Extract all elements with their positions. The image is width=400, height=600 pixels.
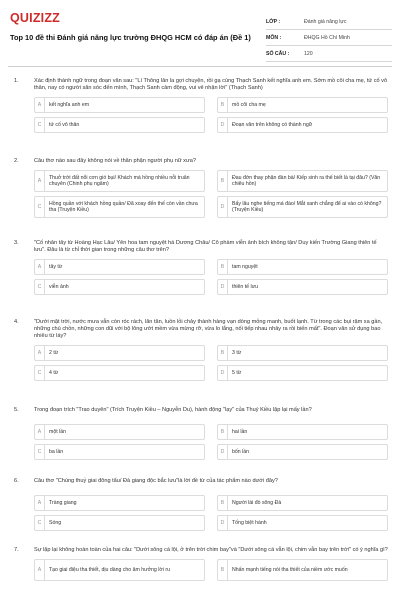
option-letter: B xyxy=(218,560,228,580)
option-text: thiên tế lưu xyxy=(232,283,258,290)
option-letter: A xyxy=(35,425,45,439)
option-d[interactable] xyxy=(217,196,388,218)
option-letter: B xyxy=(218,425,228,439)
option-d[interactable] xyxy=(217,515,388,531)
option-text: viễn ảnh xyxy=(49,283,69,290)
option-letter: A xyxy=(35,260,45,274)
option-c[interactable] xyxy=(34,196,205,218)
option-grid xyxy=(34,495,388,531)
question-1 xyxy=(0,78,400,133)
option-b[interactable] xyxy=(217,345,388,361)
option-letter: D xyxy=(218,280,228,294)
option-letter: C xyxy=(35,118,45,132)
option-letter: D xyxy=(218,516,228,530)
document-title: Top 10 đề thi Đánh giá năng lực trường ĐHQG HCM có đáp án (Đề 1) xyxy=(10,33,251,42)
option-text: 5 từ xyxy=(232,369,242,376)
option-b[interactable] xyxy=(217,559,388,581)
question-3 xyxy=(0,240,400,295)
option-text: 3 từ xyxy=(232,349,242,356)
option-letter: A xyxy=(35,98,45,112)
option-b[interactable] xyxy=(217,170,388,192)
option-text: Đau đớn thay phận đàn bà/ Kiếp sinh ra thế biết là tại đâu? (Văn chiêu hồn) xyxy=(232,174,381,187)
option-text: kết nghĩa anh em xyxy=(49,101,90,108)
option-c[interactable] xyxy=(34,279,205,295)
option-grid xyxy=(34,170,388,218)
meta-label: MÔN : xyxy=(266,34,282,41)
question-2 xyxy=(0,158,400,218)
meta-value: Đánh giá năng lực xyxy=(304,18,347,25)
option-text: Tống biệt hành xyxy=(232,519,267,526)
option-text: bốn lần xyxy=(232,448,250,455)
question-text: Trong đoạn trích "Trao duyên" (Trích Truyện Kiều – Nguyễn Du), hành động "lạy" của Thuý Kiều lặp lại mấy lần? xyxy=(34,407,312,413)
option-text: 2 từ xyxy=(49,349,59,356)
option-letter: D xyxy=(218,118,228,132)
option-letter: B xyxy=(218,171,228,191)
option-letter: A xyxy=(35,496,45,510)
meta-value: ĐHQG Hồ Chí Minh xyxy=(304,34,350,41)
option-b[interactable] xyxy=(217,97,388,113)
question-text: Xác định thành ngữ trong đoạn văn sau: "Lí Thông lân la gợi chuyện, rồi gạ cùng Thạch Sanh kết nghĩa anh em. Sớm mồ côi cha mẹ, tứ cố vô thân, nay có người săn sóc đến mình, Thạch Sanh cảm động, vui vẻ nhận lời" (Thạch Sanh) xyxy=(34,78,388,91)
option-c[interactable] xyxy=(34,444,205,460)
option-letter: D xyxy=(218,445,228,459)
meta-label: SỐ CÂU : xyxy=(266,50,290,57)
option-d[interactable] xyxy=(217,444,388,460)
option-letter: C xyxy=(35,197,45,217)
meta-value: 120 xyxy=(304,50,313,57)
option-letter: A xyxy=(35,171,45,191)
question-text: Sự lặp lại không hoàn toàn của hai câu: "Dưới sông cá lội, ở trên trời chim bay"và "Dưới sông cá vẫn lội, chim vẫn bay trên trời" có ý nghĩa gì? xyxy=(34,547,388,553)
option-text: Đoạn văn trên không có thành ngữ xyxy=(232,121,313,128)
option-a[interactable] xyxy=(34,495,205,511)
header-divider xyxy=(8,66,392,67)
option-a[interactable] xyxy=(34,559,205,581)
question-number: 6. xyxy=(14,478,19,484)
option-text: Tràng giang xyxy=(49,499,77,506)
meta-label: LỚP : xyxy=(266,18,281,25)
option-letter: A xyxy=(35,560,45,580)
option-grid xyxy=(34,97,388,133)
option-text: tứ cố vô thân xyxy=(49,121,80,128)
option-a[interactable] xyxy=(34,424,205,440)
option-text: 4 từ xyxy=(49,369,59,376)
option-letter: B xyxy=(218,346,228,360)
quizizz-logo: QUIZIZZ xyxy=(10,11,61,25)
option-a[interactable] xyxy=(34,170,205,192)
option-text: Người lái đò sông Đà xyxy=(232,499,282,506)
option-grid xyxy=(34,424,388,460)
option-c[interactable] xyxy=(34,515,205,531)
option-text: một lần xyxy=(49,428,67,435)
option-text: tây từ xyxy=(49,263,63,270)
question-5 xyxy=(0,407,400,460)
option-letter: B xyxy=(218,496,228,510)
option-text: mồ côi cha mẹ xyxy=(232,101,266,108)
question-text: "Dưới mặt trời, nước mưa vẫn còn róc rách, lăn tăn, luồn lỏi chảy thành hàng vạn dòng mỏng manh, buốt lạnh. Từ trong các bụi rậm xa gần, những chú chồn, những con dũi với bộ lông ướt mềm vừa mừng rỡ, vừa lo lắng, nối tiếp nhau nhảy ra rồi biến mất". Đoạn văn sử dụng bao nhiêu từ láy? xyxy=(34,319,383,339)
option-text: Sóng xyxy=(49,519,62,526)
option-b[interactable] xyxy=(217,424,388,440)
option-d[interactable] xyxy=(217,117,388,133)
option-text: Nhấn mạnh tiếng nói tha thiết của niềm ước muốn xyxy=(232,566,348,573)
option-text: Tạo giai điệu tha thiết, dịu dàng cho âm hưởng lời ru xyxy=(49,566,171,573)
question-text: "Cố nhân tây từ Hoàng Hạc Lâu/ Yên hoa tam nguyệt há Dương Châu/ Cô phàm viễn ảnh bích không tận/ Duy kiến Trường Giang thiên tế lưu". Đâu là từ chỉ thời gian trong những câu thơ trên? xyxy=(34,240,377,253)
question-number: 4. xyxy=(14,319,19,325)
option-text: Hồng quần với khách hồng quần/ Đã xoay đến thế còn vần chưa tha (Truyện Kiều) xyxy=(49,200,198,213)
option-text: Thuở trời đất nổi cơn gió bụi/ Khách má hồng nhiều nỗi truân chuyên (Chinh phụ ngâm) xyxy=(49,174,190,187)
option-text: Bấy lâu nghe tiếng má đào/ Mắt xanh chẳng để ai vào có không? (Truyện Kiều) xyxy=(232,200,382,213)
option-d[interactable] xyxy=(217,279,388,295)
option-letter: B xyxy=(218,260,228,274)
option-text: hai lần xyxy=(232,428,248,435)
option-c[interactable] xyxy=(34,117,205,133)
option-grid xyxy=(34,559,388,581)
option-letter: C xyxy=(35,366,45,380)
question-text: Câu thơ "Chúng thuỷ giai đông tẩu/ Đà giang độc bắc lưu"là lời đề từ của tác phẩm nào dưới đây? xyxy=(34,478,278,484)
question-4 xyxy=(0,319,400,381)
option-text: ba lần xyxy=(49,448,64,455)
question-number: 2. xyxy=(14,158,19,164)
option-grid xyxy=(34,345,388,381)
question-6 xyxy=(0,478,400,531)
option-a[interactable] xyxy=(34,345,205,361)
option-text: tam nguyệt xyxy=(232,263,258,270)
option-letter: D xyxy=(218,366,228,380)
option-letter: C xyxy=(35,445,45,459)
option-letter: A xyxy=(35,346,45,360)
option-a[interactable] xyxy=(34,259,205,275)
question-text: Câu thơ nào sau đây không nói về thân phận người phụ nữ xưa? xyxy=(34,158,196,164)
option-d[interactable] xyxy=(217,365,388,381)
meta-row-class xyxy=(266,14,392,30)
option-letter: B xyxy=(218,98,228,112)
option-letter: D xyxy=(218,197,228,217)
option-letter: C xyxy=(35,516,45,530)
option-b[interactable] xyxy=(217,495,388,511)
meta-info xyxy=(266,14,392,62)
question-number: 1. xyxy=(14,78,19,84)
option-letter: C xyxy=(35,280,45,294)
option-a[interactable] xyxy=(34,97,205,113)
question-number: 3. xyxy=(14,240,19,246)
option-b[interactable] xyxy=(217,259,388,275)
meta-row-count xyxy=(266,46,392,62)
question-number: 7. xyxy=(14,547,19,553)
option-grid xyxy=(34,259,388,295)
document-header xyxy=(0,0,400,62)
option-c[interactable] xyxy=(34,365,205,381)
question-7 xyxy=(0,547,400,581)
question-number: 5. xyxy=(14,407,19,413)
meta-row-subject xyxy=(266,30,392,46)
